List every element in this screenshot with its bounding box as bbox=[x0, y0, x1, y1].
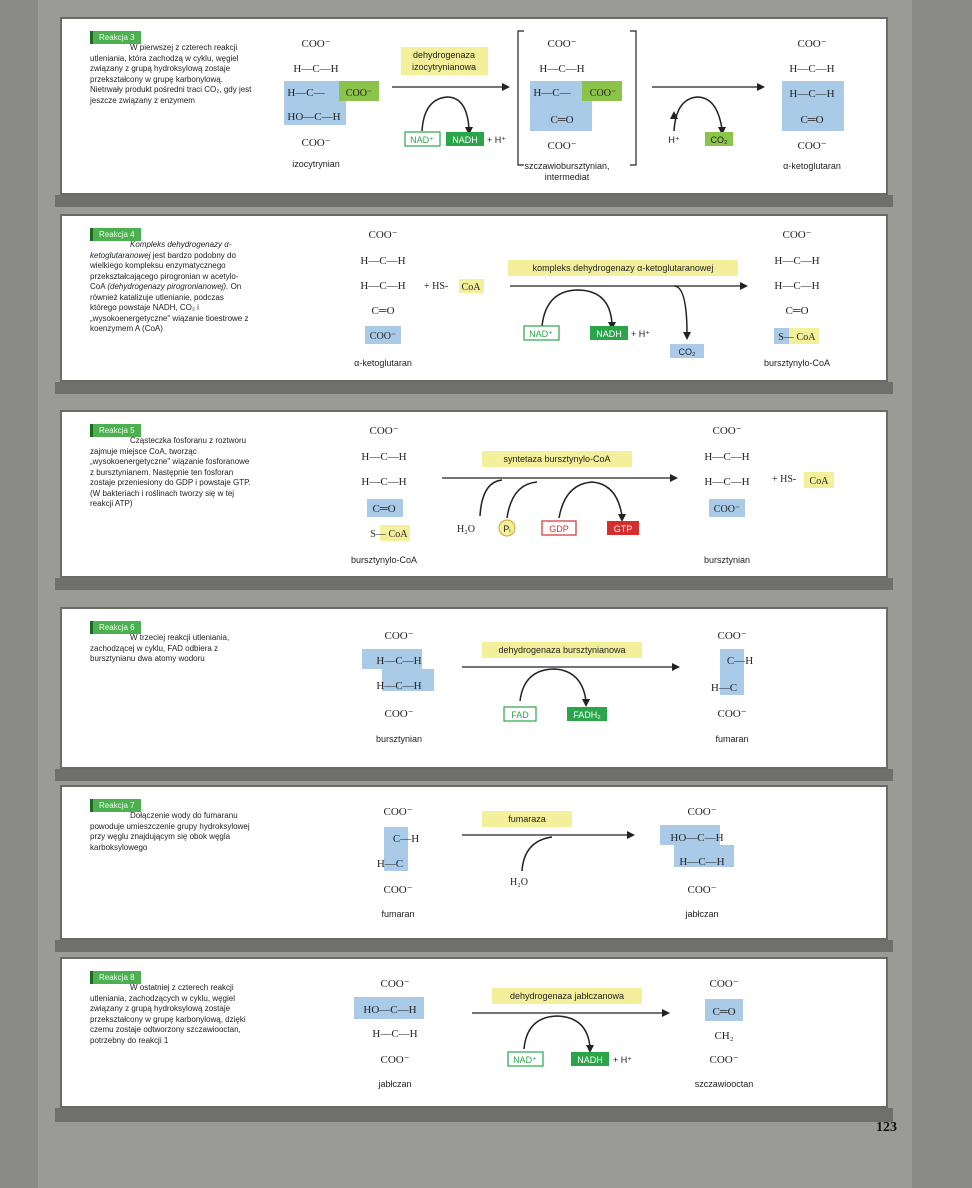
formula-text: H—C— bbox=[287, 87, 325, 99]
formula-text: + H⁺ bbox=[487, 135, 507, 145]
reaction-description: Kompleks dehydrogenazy α-ketoglutaranowej jest bardzo podobny do wielkiego kompleksu enzymatycznego przekształcającego pirogronian w acetylo-CoA (dehydrogenazy pirogronianowej). On również katalizuje utlenianie, podczas którego powstaje NADH, CO₂ i „wysokoenergetyczne" wiązanie tioestrowe z koenzymem A (CoA) bbox=[90, 240, 249, 333]
reaction-7-diagram bbox=[62, 787, 890, 942]
molecule-label: izocytrynian bbox=[292, 159, 340, 169]
enzyme-label: kompleks dehydrogenazy α-ketoglutaranowej bbox=[532, 263, 714, 273]
molecule-label: α-ketoglutaran bbox=[783, 161, 841, 171]
formula-text: COO⁻ bbox=[368, 229, 398, 241]
formula-text: COO⁻ bbox=[797, 38, 827, 50]
reaction-6-panel bbox=[60, 607, 888, 769]
curved-arrow bbox=[559, 482, 622, 518]
reaction-description: Cząsteczka fosforanu z roztworu zajmuje miejsce CoA, tworząc „wysokoenergetyczne" wiązanie fosforanowe z bursztynianem. Następnie ten fosforan zostaje przeniesiony do GDP i powstaje GTP. (W bakteriach i roślinach tworzy się w tej reakcji ATP) bbox=[90, 436, 251, 508]
formula-text: + HS- bbox=[772, 474, 797, 485]
formula-text: COO⁻ bbox=[709, 1054, 739, 1066]
formula-text: COO⁻ bbox=[301, 137, 331, 149]
reaction-8-diagram bbox=[62, 959, 890, 1110]
formula-text: COO⁻ bbox=[687, 884, 717, 896]
formula-text: H—C bbox=[710, 682, 738, 694]
formula-text: C—H bbox=[726, 655, 754, 667]
formula-text: COO⁻ bbox=[589, 88, 617, 99]
formula-text: H—C—H bbox=[372, 1028, 418, 1040]
bracket bbox=[630, 31, 636, 165]
formula-text: COO⁻ bbox=[380, 1054, 410, 1066]
formula-text: COO⁻ bbox=[301, 38, 331, 50]
curved-arrow bbox=[522, 837, 552, 871]
curved-arrow bbox=[674, 286, 687, 334]
formula-text: CoA bbox=[461, 282, 481, 293]
enzyme-label: fumaraza bbox=[508, 814, 546, 824]
formula-text: H—C—H bbox=[361, 451, 407, 463]
formula-text: C═O bbox=[372, 503, 396, 515]
formula-text: COO⁻ bbox=[369, 331, 397, 342]
gdp-label: GDP bbox=[549, 524, 569, 534]
enzyme-label: izocytrynianowa bbox=[411, 62, 477, 72]
co2-label: CO₂ bbox=[678, 347, 696, 357]
formula-text: H—C—H bbox=[539, 63, 585, 75]
formula-text: COO⁻ bbox=[383, 806, 413, 818]
formula-text: H—C—H bbox=[774, 255, 820, 267]
formula-text: COO⁻ bbox=[712, 425, 742, 437]
nad-label: NAD⁺ bbox=[513, 1055, 537, 1065]
molecule-label: bursztynian bbox=[703, 555, 751, 565]
formula-text: H—C—H bbox=[774, 280, 820, 292]
enzyme-label: dehydrogenaza bursztynianowa bbox=[498, 645, 626, 655]
formula-text: S— bbox=[778, 332, 794, 343]
phosphate-label: Pᵢ bbox=[503, 524, 511, 534]
nadh-label: NADH bbox=[452, 135, 478, 145]
curved-arrow bbox=[524, 1016, 590, 1049]
curved-arrow bbox=[480, 480, 502, 516]
formula-text: H—C bbox=[376, 858, 404, 870]
formula-text: H—C—H bbox=[293, 63, 339, 75]
nadh-label: NADH bbox=[577, 1055, 603, 1065]
formula-text: H—C—H bbox=[789, 88, 835, 100]
formula-text: + H⁺ bbox=[631, 329, 651, 339]
reaction-3-panel bbox=[60, 17, 888, 195]
formula-text: COO⁻ bbox=[345, 88, 373, 99]
reaction-description: W trzeciej reakcji utleniania, zachodzącej w cyklu, FAD odbiera z bursztynianu dwa atomy wodoru bbox=[90, 633, 230, 663]
formula-text: + HS- bbox=[424, 281, 449, 292]
formula-text: H—C—H bbox=[376, 680, 422, 692]
formula-text: COO⁻ bbox=[369, 425, 399, 437]
molecule-label: bursztynian bbox=[375, 734, 423, 744]
formula-text: H—C—H bbox=[360, 255, 406, 267]
formula-text: CH₂ bbox=[714, 1030, 734, 1042]
formula-text: COO⁻ bbox=[383, 884, 413, 896]
reaction-badge: Reakcja 7 bbox=[90, 799, 141, 812]
formula-text: H—C—H bbox=[361, 476, 407, 488]
formula-text: S— bbox=[370, 529, 386, 540]
reaction-4-diagram bbox=[62, 216, 890, 384]
formula-text: H—C—H bbox=[704, 476, 750, 488]
formula-text: C—H bbox=[392, 833, 420, 845]
formula-text: H—C—H bbox=[704, 451, 750, 463]
molecule-label: fumaran bbox=[381, 909, 415, 919]
curved-arrow bbox=[674, 97, 722, 131]
reaction-badge: Reakcja 8 bbox=[90, 971, 141, 984]
formula-text: C═O bbox=[785, 305, 809, 317]
molecule-label: szczawiobursztynian, bbox=[524, 161, 610, 171]
curved-arrow bbox=[422, 97, 469, 131]
molecule-label: α-ketoglutaran bbox=[354, 358, 412, 368]
formula-text: COO⁻ bbox=[717, 708, 747, 720]
formula-text: HO—C—H bbox=[670, 832, 724, 844]
co2-label: CO₂ bbox=[710, 135, 728, 145]
reaction-5-panel bbox=[60, 410, 888, 578]
reaction-badge: Reakcja 6 bbox=[90, 621, 141, 634]
formula-text: C═O bbox=[550, 114, 574, 126]
formula-text: H—C—H bbox=[679, 856, 725, 868]
formula-text: COO⁻ bbox=[797, 140, 827, 152]
formula-text: H—C—H bbox=[376, 655, 422, 667]
reaction-badge: Reakcja 3 bbox=[90, 31, 141, 44]
formula-text: H₂O bbox=[457, 524, 475, 535]
formula-text: COO⁻ bbox=[547, 38, 577, 50]
formula-text: COO⁻ bbox=[380, 978, 410, 990]
formula-text: H—C— bbox=[533, 87, 571, 99]
formula-text: HO—C—H bbox=[363, 1004, 417, 1016]
reaction-badge: Reakcja 5 bbox=[90, 424, 141, 437]
reaction-description: W pierwszej z czterech reakcji utleniania, która zachodzą w cyklu, węgiel związany z grupą hydroksylową zostaje przekształcony w grupę karbonylową. Nietrwały produkt pośredni traci CO₂, gdy jest jeszcze związany z enzymem bbox=[90, 43, 252, 105]
formula-text: COO⁻ bbox=[717, 630, 747, 642]
reaction-description: Dołączenie wody do fumaranu powoduje umieszczenie grupy hydroksylowej przy węglu znajdującym się obok węgla karboksylowego bbox=[90, 811, 250, 852]
panel-shadow bbox=[55, 1108, 893, 1122]
fad-label: FAD bbox=[511, 710, 529, 720]
formula-text: COO⁻ bbox=[384, 630, 414, 642]
reaction-5-diagram bbox=[62, 412, 890, 580]
enzyme-label: syntetaza bursztynylo-CoA bbox=[503, 454, 611, 464]
molecule-label: jabłczan bbox=[378, 1079, 412, 1089]
formula-text: COO⁻ bbox=[547, 140, 577, 152]
nad-label: NAD⁺ bbox=[529, 329, 553, 339]
molecule-label: fumaran bbox=[715, 734, 749, 744]
molecule-label: bursztynylo-CoA bbox=[350, 555, 418, 565]
formula-text: HO—C—H bbox=[287, 111, 341, 123]
formula-text: H⁺ bbox=[668, 135, 680, 145]
nadh-label: NADH bbox=[596, 329, 622, 339]
formula-text: C═O bbox=[800, 114, 824, 126]
formula-text: COO⁻ bbox=[384, 708, 414, 720]
formula-text: CoA bbox=[809, 476, 829, 487]
formula-text: COO⁻ bbox=[687, 806, 717, 818]
nad-label: NAD⁺ bbox=[410, 135, 434, 145]
molecule-label: szczawiooctan bbox=[694, 1079, 754, 1089]
molecule-label: jabłczan bbox=[685, 909, 719, 919]
curved-arrow bbox=[507, 482, 537, 518]
formula-text: H—C—H bbox=[789, 63, 835, 75]
reaction-8-panel bbox=[60, 957, 888, 1108]
formula-text: + H⁺ bbox=[613, 1055, 633, 1065]
reaction-7-panel bbox=[60, 785, 888, 940]
page-number: 123 bbox=[876, 1120, 897, 1135]
reaction-4-panel bbox=[60, 214, 888, 382]
formula-text: C═O bbox=[712, 1006, 736, 1018]
curved-arrow bbox=[542, 290, 612, 326]
formula-text: COO⁻ bbox=[709, 978, 739, 990]
reaction-badge: Reakcja 4 bbox=[90, 228, 141, 241]
formula-text: CoA bbox=[388, 529, 408, 540]
curved-arrow bbox=[520, 669, 586, 701]
reaction-6-diagram bbox=[62, 609, 890, 771]
formula-text: H—C—H bbox=[360, 280, 406, 292]
gtp-label: GTP bbox=[613, 524, 633, 534]
reaction-3-diagram bbox=[62, 19, 890, 197]
molecule-label: bursztynylo-CoA bbox=[763, 358, 831, 368]
formula-text: CoA bbox=[796, 332, 816, 343]
enzyme-label: dehydrogenaza bbox=[412, 50, 476, 60]
formula-text: COO⁻ bbox=[782, 229, 812, 241]
formula-text: COO⁻ bbox=[713, 504, 741, 515]
reaction-description: W ostatniej z czterech reakcji utleniania, zachodzących w cyklu, węgiel związany z grupą hydroksylową zostaje przekształcony w grupę karbonylową, dzięki czemu zostaje odtworzony szczawiooctan, potrzebny do reakcji 1 bbox=[90, 983, 246, 1045]
fadh-label: FADH₂ bbox=[573, 710, 601, 720]
bracket bbox=[518, 31, 524, 165]
formula-text: H₂O bbox=[510, 877, 528, 888]
formula-text: C═O bbox=[371, 305, 395, 317]
molecule-label: intermediat bbox=[544, 172, 590, 182]
enzyme-label: dehydrogenaza jabłczanowa bbox=[509, 991, 625, 1001]
